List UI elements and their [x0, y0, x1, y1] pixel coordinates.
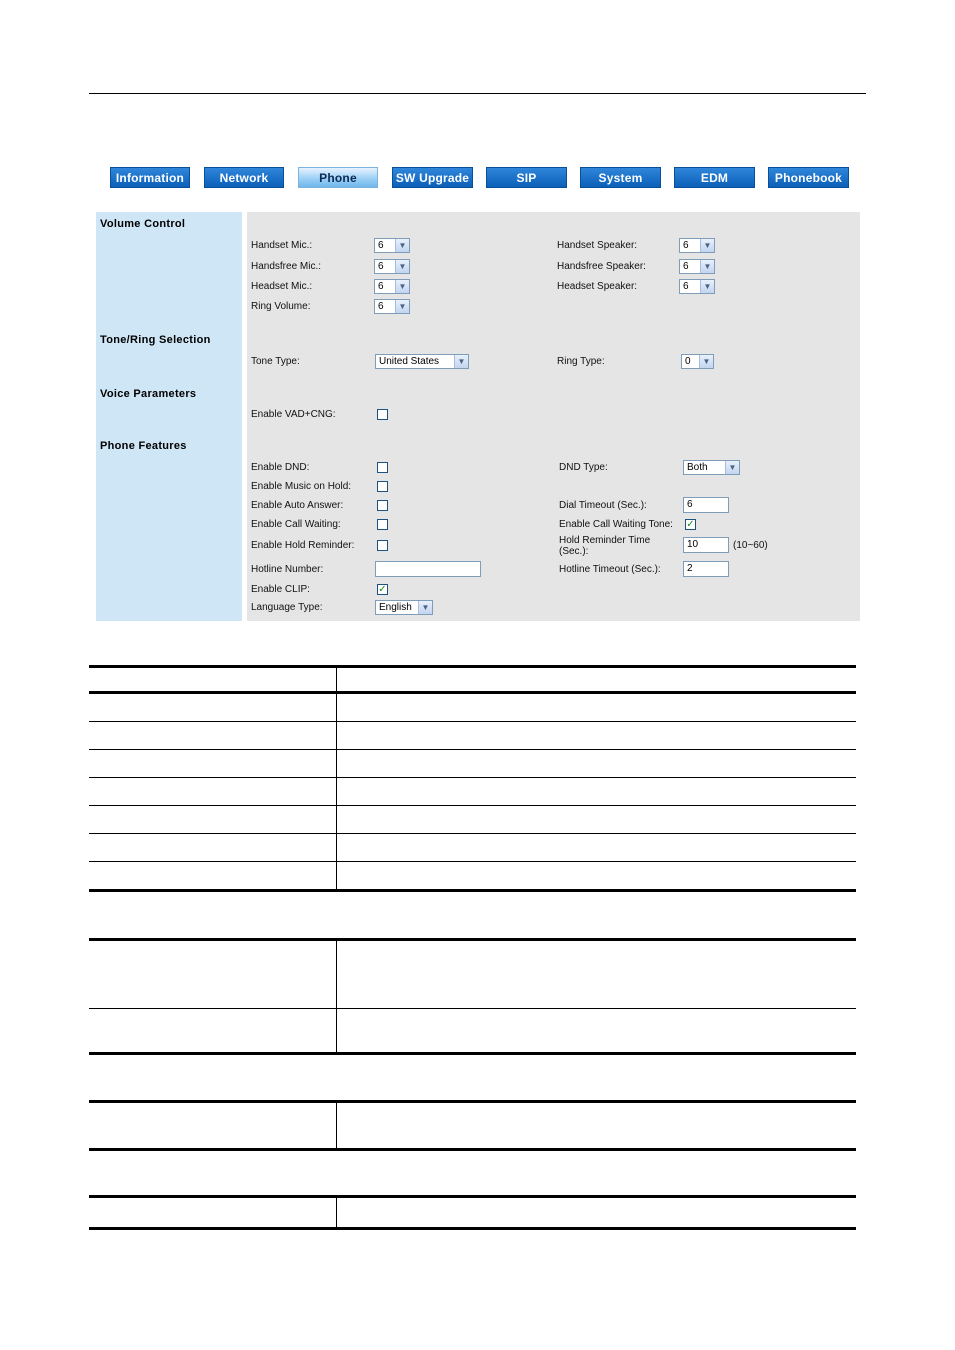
chevron-down-icon: ▼ [395, 260, 409, 273]
check-icon: ✓ [686, 519, 695, 530]
language-type-label: Language Type: [251, 602, 323, 613]
headset-mic-value: 6 [378, 281, 384, 292]
settings-panel [247, 212, 860, 621]
tone-type-select[interactable] [375, 354, 469, 369]
handset-mic-label: Handset Mic.: [251, 240, 313, 251]
dnd-type-value: Both [687, 462, 708, 473]
chevron-down-icon: ▼ [418, 601, 432, 614]
hold-reminder-time-label [559, 535, 650, 557]
chevron-down-icon: ▼ [395, 300, 409, 313]
tab-edm[interactable]: EDM [674, 167, 755, 188]
handset-speaker-value: 6 [683, 240, 689, 251]
handset-mic-select[interactable] [374, 238, 410, 253]
doc-table-2 [89, 938, 856, 1056]
hotline-number-label: Hotline Number: [251, 564, 324, 575]
dnd-type-select[interactable] [683, 460, 740, 475]
hold-reminder-checkbox[interactable] [377, 540, 388, 551]
call-waiting-tone-label: Enable Call Waiting Tone: [559, 519, 673, 530]
ring-type-value: 0 [685, 356, 691, 367]
headset-speaker-value: 6 [683, 281, 689, 292]
ring-volume-value: 6 [378, 301, 384, 312]
call-waiting-tone-checkbox[interactable] [685, 519, 696, 530]
hotline-number-input[interactable] [375, 561, 481, 577]
chevron-down-icon: ▼ [395, 239, 409, 252]
hotline-timeout-label: Hotline Timeout (Sec.): [559, 564, 661, 575]
tab-phonebook[interactable]: Phonebook [768, 167, 849, 188]
tab-system[interactable]: System [580, 167, 661, 188]
doc-table-4 [89, 1195, 856, 1231]
headset-mic-select[interactable] [374, 279, 410, 294]
hotline-timeout-input[interactable]: 2 [683, 561, 729, 577]
hold-reminder-time-label-line1: Hold Reminder Time [559, 535, 651, 546]
section-title-tone: Tone/Ring Selection [100, 334, 211, 346]
language-type-value: English [379, 602, 412, 613]
handset-speaker-label: Handset Speaker: [557, 240, 638, 251]
ring-volume-select[interactable] [374, 299, 410, 314]
vad-cng-label: Enable VAD+CNG: [251, 409, 336, 420]
handsfree-mic-label: Handsfree Mic.: [251, 261, 322, 272]
dial-timeout-label: Dial Timeout (Sec.): [559, 500, 647, 511]
chevron-down-icon: ▼ [725, 461, 739, 474]
handset-speaker-select[interactable] [679, 238, 715, 253]
ring-type-select[interactable] [681, 354, 714, 369]
auto-answer-checkbox[interactable] [377, 500, 388, 511]
headset-mic-label: Headset Mic.: [251, 281, 313, 292]
clip-checkbox[interactable] [377, 584, 388, 595]
chevron-down-icon: ▼ [395, 280, 409, 293]
header-rule [89, 93, 866, 94]
chevron-down-icon: ▼ [700, 280, 714, 293]
call-waiting-checkbox[interactable] [377, 519, 388, 530]
check-icon: ✓ [378, 584, 387, 595]
auto-answer-label: Enable Auto Answer: [251, 500, 344, 511]
music-on-hold-label: Enable Music on Hold: [251, 481, 352, 492]
tab-phone[interactable]: Phone [298, 167, 378, 188]
headset-speaker-select[interactable] [679, 279, 715, 294]
handsfree-mic-select[interactable] [374, 259, 410, 274]
headset-speaker-label: Headset Speaker: [557, 281, 638, 292]
clip-label: Enable CLIP: [251, 584, 310, 595]
section-title-volume: Volume Control [100, 218, 186, 230]
music-on-hold-checkbox[interactable] [377, 481, 388, 492]
dnd-type-label: DND Type: [559, 462, 608, 473]
handsfree-speaker-select[interactable] [679, 259, 715, 274]
hold-reminder-time-label-line2: (Sec.): [559, 546, 589, 557]
vad-cng-checkbox[interactable] [377, 409, 388, 420]
section-title-features: Phone Features [100, 440, 187, 452]
section-title-voice: Voice Parameters [100, 388, 197, 400]
dnd-checkbox[interactable] [377, 462, 388, 473]
hold-reminder-range: (10~60) [733, 540, 768, 551]
handsfree-mic-value: 6 [378, 261, 384, 272]
tab-sip[interactable]: SIP [486, 167, 567, 188]
ring-type-label: Ring Type: [557, 356, 605, 367]
tone-type-value: United States [379, 356, 440, 367]
hold-reminder-label: Enable Hold Reminder: [251, 540, 355, 551]
dial-timeout-input[interactable]: 6 [683, 497, 729, 513]
doc-table-3 [89, 1100, 856, 1152]
tab-sw-upgrade[interactable]: SW Upgrade [392, 167, 473, 188]
handsfree-speaker-value: 6 [683, 261, 689, 272]
chevron-down-icon: ▼ [699, 355, 713, 368]
chevron-down-icon: ▼ [700, 239, 714, 252]
tone-type-label: Tone Type: [251, 356, 300, 367]
section-sidebar [96, 212, 242, 621]
chevron-down-icon: ▼ [700, 260, 714, 273]
doc-table-1 [89, 665, 856, 893]
ring-volume-label: Ring Volume: [251, 301, 311, 312]
handset-mic-value: 6 [378, 240, 384, 251]
tab-information[interactable]: Information [110, 167, 190, 188]
call-waiting-label: Enable Call Waiting: [251, 519, 341, 530]
dnd-label: Enable DND: [251, 462, 310, 473]
hold-reminder-time-input[interactable]: 10 [683, 537, 729, 553]
language-type-select[interactable] [375, 600, 433, 615]
handsfree-speaker-label: Handsfree Speaker: [557, 261, 646, 272]
tab-network[interactable]: Network [204, 167, 284, 188]
chevron-down-icon: ▼ [454, 355, 468, 368]
